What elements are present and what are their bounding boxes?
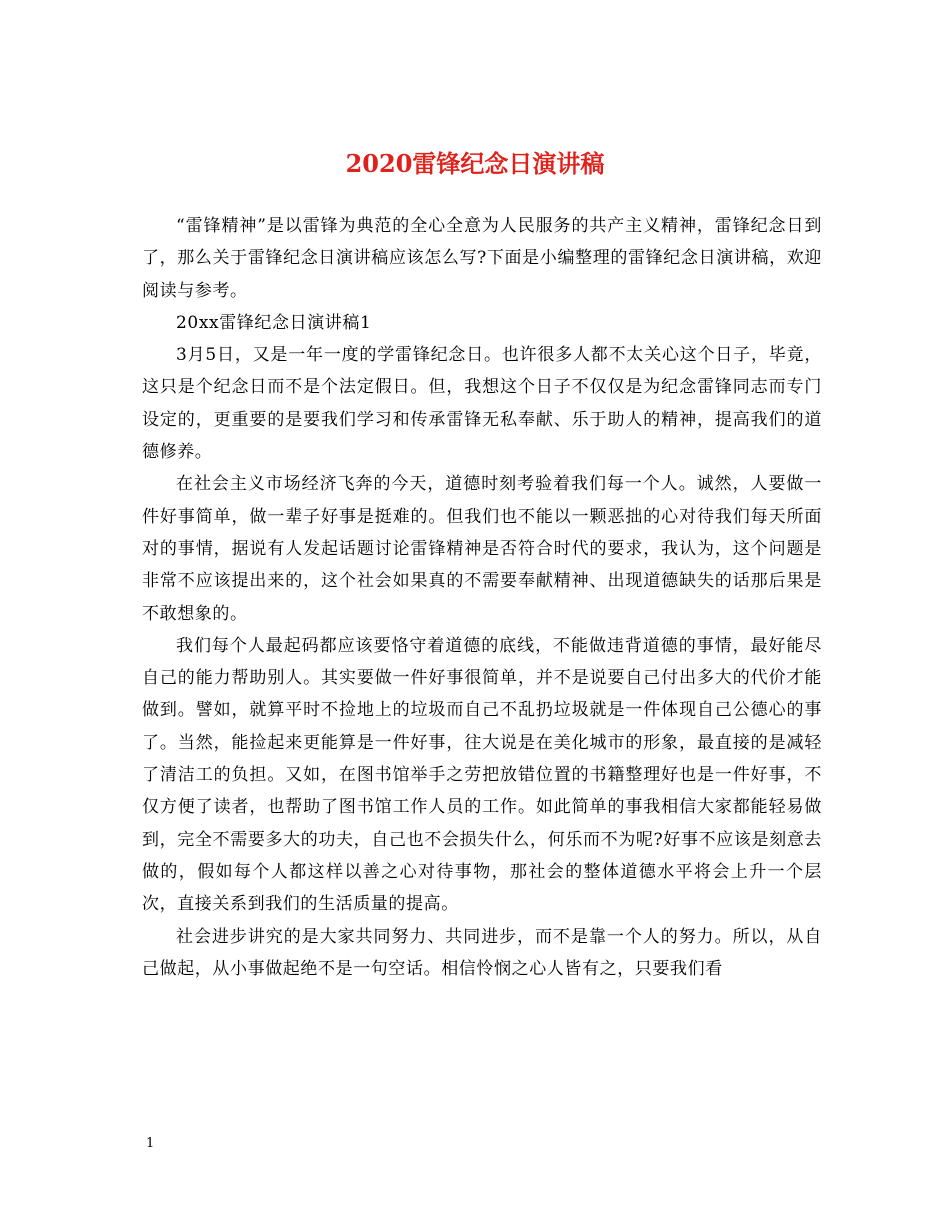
paragraph-market-economy: 在社会主义市场经济飞奔的今天，道德时刻考验着我们每一个人。诚然，人要做一件好事简单，做一辈子好事是挺难的。但我们也不能以一颗恶拙的心对待我们每天所面对的事情，据说有人发起话题讨论雷锋精神是否符合时代的要求，我认为，这个问题是非常不应该提出来的，这个社会如果真的不需要奉献精神、出现道德缺失的话那后果是不敢想象的。 xyxy=(142,474,822,624)
paragraph-march-fifth: 3月5日，又是一年一度的学雷锋纪念日。也许很多人都不太关心这个日子，毕竟，这只是个纪念日而不是个法定假日。但，我想这个日子不仅仅是为纪念雷锋同志而专门设定的，更重要的是要我们学习和传承雷锋无私奉献、乐于助人的精神，提高我们的道德修养。 xyxy=(142,345,822,463)
document-title: 2020雷锋纪念日演讲稿 xyxy=(345,149,605,179)
document-body xyxy=(142,210,822,985)
paragraph-section-heading: 20xx雷锋纪念日演讲稿1 xyxy=(176,312,372,333)
paragraph-moral-bottom-line: 我们每个人最起码都应该要恪守着道德的底线，不能做违背道德的事情，最好能尽自己的能力帮助别人。其实要做一件好事很简单，并不是说要自己付出多大的代价才能做到。譬如，就算平时不捡地上的垃圾而自己不乱扔垃圾就是一件体现自己公德心的事了。当然，能捡起来更能算是一件好事，往大说是在美化城市的形象，最直接的是减轻了清洁工的负担。又如，在图书馆举手之劳把放错位置的书籍整理好也是一件好事，不仅方便了读者，也帮助了图书馆工作人员的工作。如此简单的事我相信大家都能轻易做到，完全不需要多大的功夫，自己也不会损失什么，何乐而不为呢?好事不应该是刻意去做的，假如每个人都这样以善之心对待事物，那社会的整体道德水平将会上升一个层次，直接关系到我们的生活质量的提高。 xyxy=(142,635,822,915)
paragraph-intro: “雷锋精神”是以雷锋为典范的全心全意为人民服务的共产主义精神，雷锋纪念日到了，那么关于雷锋纪念日演讲稿应该怎么写?下面是小编整理的雷锋纪念日演讲稿，欢迎阅读与参考。 xyxy=(142,216,822,301)
paragraph-social-progress: 社会进步讲究的是大家共同努力、共同进步，而不是靠一个人的努力。所以，从自己做起，从小事做起绝不是一句空话。相信怜悯之心人皆有之，只要我们看 xyxy=(142,926,822,979)
page-number: 1 xyxy=(146,1136,155,1151)
